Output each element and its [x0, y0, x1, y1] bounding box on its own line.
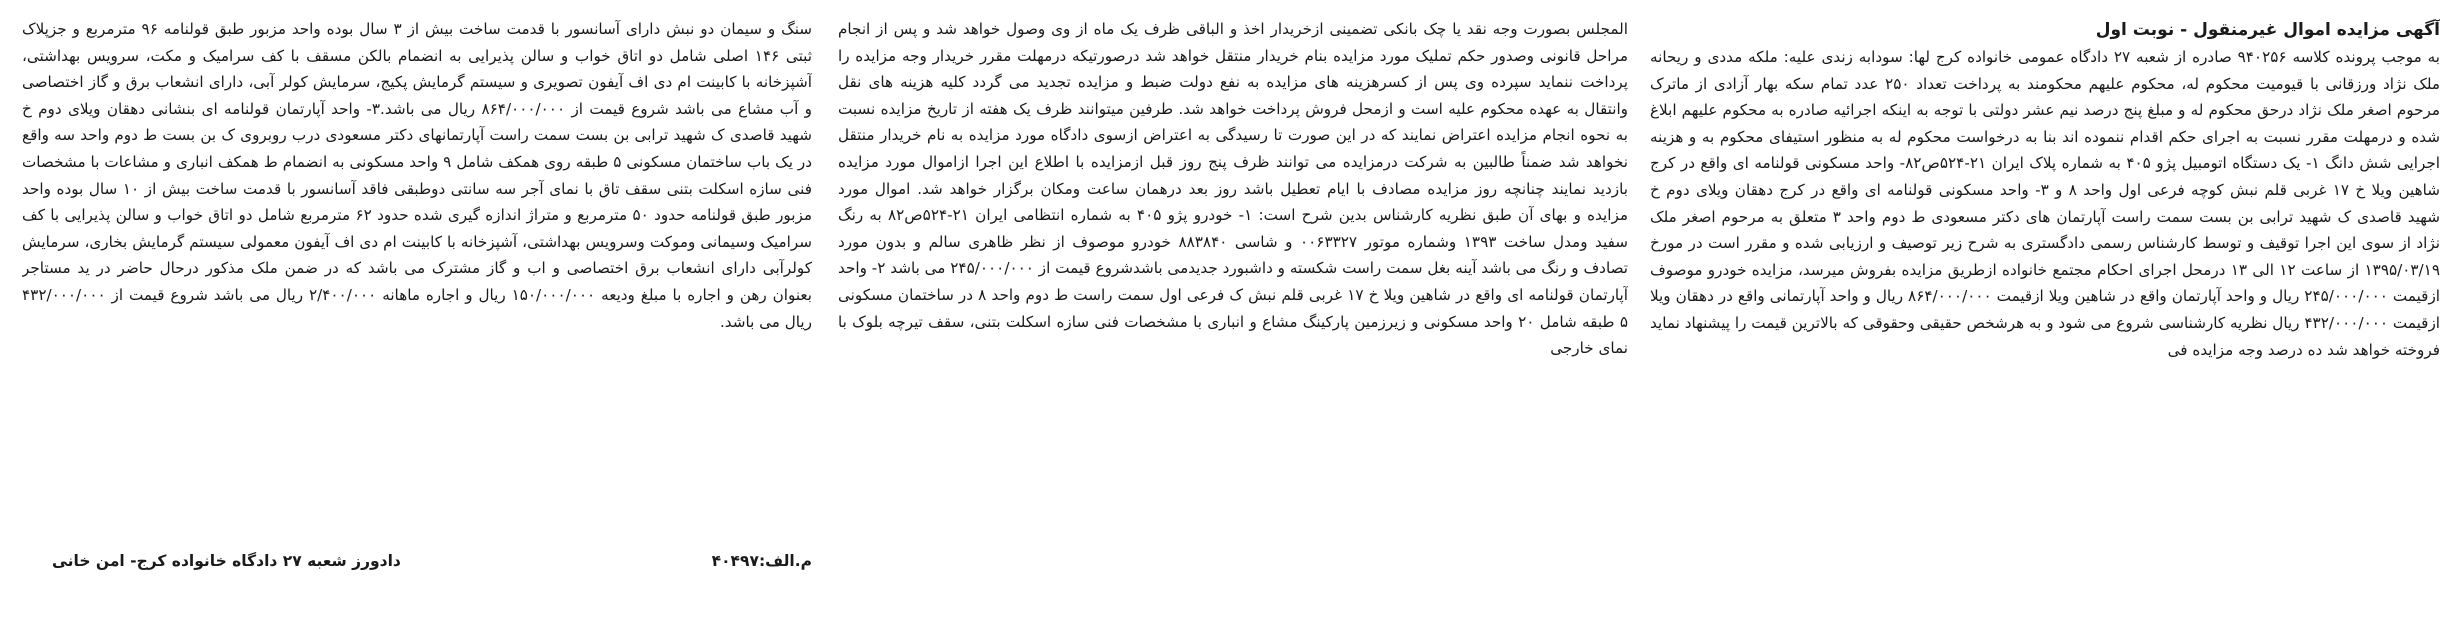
notice-column-2 [838, 16, 1628, 576]
notice-title: آگهی مزایده اموال غیرمنقول - نوبت اول [2095, 20, 2440, 40]
signature-row [22, 546, 812, 576]
auction-notice [20, 16, 2440, 576]
notice-column-3 [22, 16, 812, 576]
notice-text-column-2: المجلس بصورت وجه نقد یا چک بانکی تضمینی ازخریدار اخذ و الباقی ظرف یک ماه از وی وصول خواهد شد و پس از انجام مراحل قانونی وصدور حکم تملیک مورد مزایده بنام خریدار منتقل خواهد شد درصورتیکه درمهلت مقرر خریدار وجه مزایده را پرداخت ننماید سپرده وی پس از کسرهزینه های مزایده به نفع دولت ضبط و مزایده تجدید می گردد کلیه هزینه های نقل وانتقال به عهده محکوم علیه است و ازمحل فروش پرداخت خواهد شد. طرفین میتوانند ظرف یک هفته از تاریخ مزایده نسبت به نحوه انجام مزایده اعتراض نمایند که در این صورت تا رسیدگی به اعتراض ازسوی دادگاه مورد مزایده به نام خریدار منتقل نخواهد شد ضمناً طالبین به شرکت درمزایده می توانند ظرف پنج روز قبل ازمزایده با اطلاع این اجرا ازاموال مورد مزایده بازدید نمایند چنانچه روز مزایده مصادف با ایام تعطیل باشد روز بعد درهمان ساعت ومکان برگزار خواهد شد. اموال مورد مزایده و بهای آن طبق نظریه کارشناس بدین شرح است: ۱- خودرو پژو ۴۰۵ به شماره انتظامی ایران ۲۱-۵۲۴ص۸۲ به رنگ سفید ومدل ساخت ۱۳۹۳ وشماره موتور ۰۰۶۳۳۲۷ و شاسی ۸۸۳۸۴۰ خودرو موصوف از نظر ظاهری سالم و بدون مورد تصادف و رنگ می باشد آینه بغل سمت راست شکسته و داشبورد جدیدمی باشدشروع قیمت از ۲۴۵/۰۰۰/۰۰۰ می باشد ۲- واحد آپارتمان قولنامه ای واقع در شاهین ویلا خ ۱۷ غربی قلم نبش ک فرعی اول سمت راست ط دوم واحد ۸ در ساختمان مسکونی ۵ طبقه شامل ۲۰ واحد مسکونی و زیرزمین پارکینگ مشاع و انباری با مشخصات فنی سازه اسکلت بتنی، سقف تیرچه بلوک با نمای خارجی [838, 20, 1628, 358]
notice-reference-code: م.الف:۴۰۴۹۷ [711, 552, 812, 570]
official-signature: دادورز شعبه ۲۷ دادگاه خانواده کرج- امن خانی [52, 552, 401, 570]
notice-text-column-1: به موجب پرونده کلاسه ۹۴۰۲۵۶ صادره از شعبه ۲۷ دادگاه عمومی خانواده کرج لها: سودابه زندی علیه: ملکه مددی و ریحانه ملک نژاد ورزقانی با قیومیت محکوم له، محکوم علیهم محکومند به پرداخت تعداد ۲۵۰ عدد تمام سکه بهار آزادی از ماترک مرحوم اصغر ملک نژاد درحق محکوم له و مبلغ پنج درصد نیم عشر دولتی با توجه به اینکه اجرائیه صادره به محکوم علیهم ابلاغ شده و درمهلت مقرر نسبت به اجرای حکم اقدام ننموده اند بنا به درخواست محکوم له به منظور استیفای محکوم به و هزینه اجرایی شش دانگ ۱- یک دستگاه اتومبیل پژو ۴۰۵ به شماره پلاک ایران ۲۱-۵۲۴ص۸۲- واحد مسکونی قولنامه ای واقع در کرج شاهین ویلا خ ۱۷ غربی قلم نبش کوچه فرعی اول واحد ۸ و ۳- واحد مسکونی قولنامه ای واقع در کرج دهقان ویلای دوم خ شهید قاصدی ک شهید ترابی بن بست سمت راست آپارتمان های دکتر مسعودی ط دوم واحد ۳ متعلق به مرحوم اصغر ملک نژاد از سوی این اجرا توقیف و توسط کارشناس رسمی دادگستری به شرح زیر توصیف و ارزیابی شده و مقرر است در مورخ ۱۳۹۵/۰۳/۱۹ از ساعت ۱۲ الی ۱۳ درمحل اجرای احکام مجتمع خانواده ازطریق مزایده بفروش میرسد، مزایده خودرو موصوف ازقیمت ۲۴۵/۰۰۰/۰۰۰ ریال و واحد آپارتمان واقع در شاهین ویلا ازقیمت ۸۶۴/۰۰۰/۰۰۰ ریال و واحد آپارتمانی واقع در دهقان ویلا ازقیمت ۴۳۲/۰۰۰/۰۰۰ ریال نظریه کارشناسی شروع می شود و به هرشخص حقیقی وحقوقی که بالاترین قیمت را پیشنهاد نماید فروخته خواهد شد ده درصد وجه مزایده فی [1650, 48, 2440, 359]
notice-column-1 [1650, 16, 2440, 576]
notice-text-column-3: سنگ و سیمان دو نبش دارای آسانسور با قدمت ساخت بیش از ۳ سال بوده واحد مزبور طبق قولنامه ۹۶ مترمربع و جزپلاک ثبتی ۱۴۶ اصلی شامل دو اتاق خواب و سالن پذیرایی به انضمام بالکن مسقف با کف سرامیک و مکت، سرویس بهداشتی، آشپزخانه با کابینت ام دی اف آیفون تصویری و سیستم گرمایش پکیج، سرمایش کولر آبی، دارای انشعاب برق و گاز اختصاصی و آب مشاع می باشد شروع قیمت از ۸۶۴/۰۰۰/۰۰۰ ریال می باشد.۳- واحد آپارتمان قولنامه ای بنشانی دهقان ویلای دوم خ شهید قاصدی ک شهید ترابی بن بست سمت راست آپارتمانهای دکتر مسعودی درب روبروی ک بن بست ط دوم واحد سه واقع در یک باب ساختمان مسکونی ۵ طبقه روی همکف شامل ۹ واحد مسکونی به انضمام ط همکف انباری و مشاعات با مشخصات فنی سازه اسکلت بتنی سقف تاق با نمای آجر سه سانتی دوطبقی فاقد آسانسور با قدمت ساخت بیش از ۱۰ سال بوده واحد مزبور طبق قولنامه حدود ۵۰ مترمربع و متراژ اندازه گیری شده حدود ۶۲ مترمربع شامل دو اتاق خواب و سالن پذیرایی با کف سرامیک وسیمانی وموکت وسرویس بهداشتی، آشپزخانه با کابینت ام دی اف آیفون معمولی سیستم گرمایش بخاری، سرمایش کولرآبی دارای انشعاب برق اختصاصی و اب و گاز مشترک می باشد که در ضمن ملک مذکور درحال حاضر در ید مستاجر بعنوان رهن و اجاره با مبلغ ودیعه ۱۵۰/۰۰۰/۰۰۰ ریال و اجاره ماهانه ۲/۴۰۰/۰۰۰ ریال می باشد شروع قیمت از ۴۳۲/۰۰۰/۰۰۰ ریال می باشد. [22, 20, 812, 331]
